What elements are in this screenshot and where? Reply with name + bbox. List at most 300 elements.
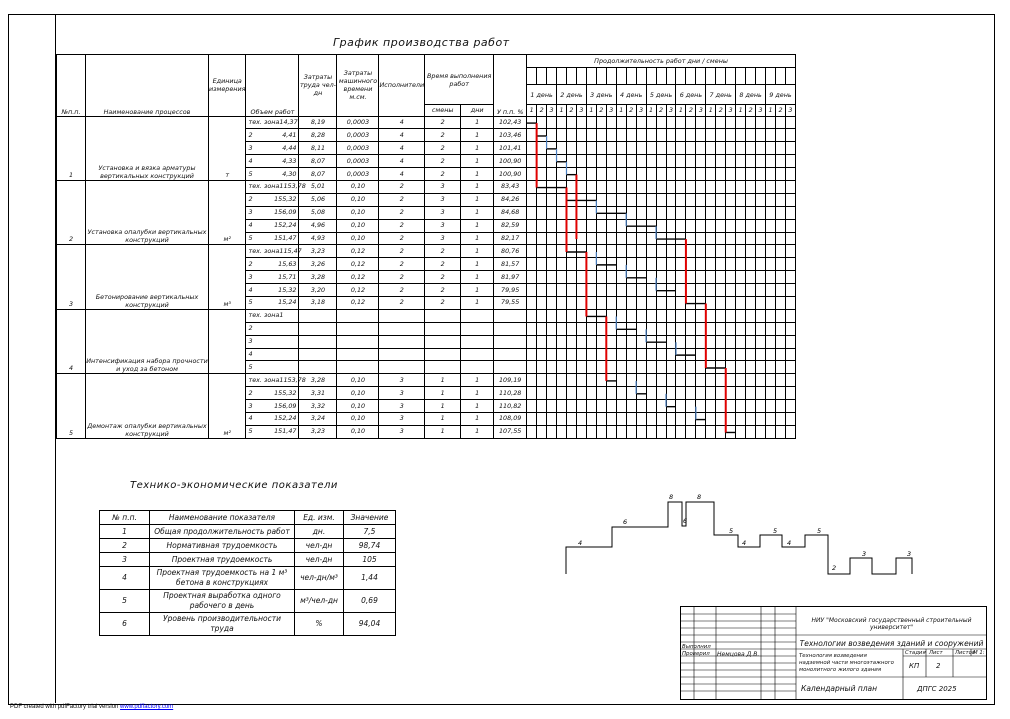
volume-value: 155,32 [274, 388, 297, 397]
histogram-label: 3 [907, 550, 912, 558]
gantt-cell [576, 232, 586, 245]
gantt-cell [616, 245, 626, 258]
gantt-cell [716, 296, 726, 309]
gantt-cell [785, 412, 795, 425]
gantt-cell [666, 155, 676, 168]
cell-sh: 3 [425, 232, 461, 245]
cell-dy: 1 [461, 374, 494, 387]
process-num: 2 [57, 180, 86, 244]
cell-sh [425, 322, 461, 335]
gantt-cell [736, 219, 746, 232]
gantt-cell [676, 193, 686, 206]
gantt-cell [766, 116, 776, 129]
gantt-cell [736, 400, 746, 413]
gantt-header-blank [646, 68, 656, 85]
gantt-cell [785, 258, 795, 271]
shift-header: 3 [547, 105, 557, 117]
histogram-label: 5 [817, 527, 822, 535]
zone-label: тех. зона1 [248, 246, 284, 255]
gantt-cell [696, 116, 706, 129]
cell-wk: 3 [379, 374, 425, 387]
gantt-cell [746, 245, 756, 258]
gantt-cell [736, 116, 746, 129]
gantt-cell [636, 129, 646, 142]
gantt-cell [726, 348, 736, 361]
gantt-cell [576, 425, 586, 438]
cell-labor: 4,96 [299, 219, 337, 232]
gantt-cell [626, 335, 636, 348]
cell-wk: 4 [379, 116, 425, 129]
tep-header: Ед. изм. [295, 511, 344, 525]
gantt-cell [616, 400, 626, 413]
gantt-cell [686, 361, 696, 374]
gantt-cell [626, 361, 636, 374]
gantt-cell [686, 322, 696, 335]
gantt-cell [656, 206, 666, 219]
col-num: №п.п. [57, 55, 86, 117]
cell-sh: 2 [425, 245, 461, 258]
gantt-cell [656, 309, 666, 322]
gantt-cell [756, 400, 766, 413]
shift-header: 1 [676, 105, 686, 117]
zone-volume [246, 348, 299, 361]
cell-wk: 2 [379, 206, 425, 219]
gantt-cell [606, 348, 616, 361]
gantt-cell [606, 155, 616, 168]
gantt-cell [686, 309, 696, 322]
zone-label: 5 [248, 427, 253, 436]
gantt-cell [776, 296, 786, 309]
tep-cell-name: Проектная трудоемкость [150, 553, 295, 567]
gantt-cell [527, 296, 537, 309]
gantt-cell [706, 206, 716, 219]
gantt-cell [576, 142, 586, 155]
gantt-cell [706, 425, 716, 438]
gantt-cell [547, 296, 557, 309]
gantt-cell [696, 322, 706, 335]
gantt-cell [646, 116, 656, 129]
cell-labor: 4,93 [299, 232, 337, 245]
gantt-cell [616, 232, 626, 245]
zone-label: 4 [248, 285, 253, 294]
volume-value: 15,32 [278, 285, 297, 294]
gantt-cell [686, 129, 696, 142]
footer-link[interactable]: www.pdffactory.com [120, 704, 174, 710]
gantt-cell [557, 335, 567, 348]
gantt-cell [547, 348, 557, 361]
gantt-cell [686, 116, 696, 129]
gantt-cell [686, 412, 696, 425]
gantt-cell [716, 425, 726, 438]
cell-dy: 1 [461, 193, 494, 206]
gantt-cell [726, 374, 736, 387]
gantt-cell [576, 309, 586, 322]
gantt-cell [696, 348, 706, 361]
gantt-cell [596, 412, 606, 425]
gantt-cell [726, 284, 736, 297]
cell-wk: 2 [379, 296, 425, 309]
gantt-cell [616, 193, 626, 206]
gantt-cell [736, 180, 746, 193]
cell-mach: 0,10 [337, 232, 379, 245]
gantt-cell [706, 258, 716, 271]
gantt-cell [686, 232, 696, 245]
gantt-cell [716, 387, 726, 400]
gantt-header-blank [736, 68, 746, 85]
tep-cell-name: Нормативная трудоемкость [150, 539, 295, 553]
cell-mach [337, 335, 379, 348]
gantt-cell [596, 219, 606, 232]
gantt-cell [726, 168, 736, 181]
gantt-cell [696, 412, 706, 425]
gantt-cell [656, 116, 666, 129]
tep-cell-n: 1 [100, 525, 150, 539]
day-header: 2 день [557, 85, 587, 105]
histogram-label: 4 [742, 539, 747, 547]
scale-header: М 1: [973, 650, 985, 656]
zone-volume [246, 400, 299, 413]
gantt-cell [776, 206, 786, 219]
gantt-cell [596, 296, 606, 309]
process-num: 5 [57, 374, 86, 438]
gantt-cell [776, 387, 786, 400]
gantt-cell [785, 116, 795, 129]
cell-dy: 1 [461, 129, 494, 142]
gantt-cell [736, 348, 746, 361]
cell-pct: 84,26 [494, 193, 527, 206]
cell-dy: 1 [461, 232, 494, 245]
gantt-cell [726, 296, 736, 309]
cell-labor: 5,01 [299, 180, 337, 193]
gantt-cell [537, 425, 547, 438]
gantt-cell [537, 335, 547, 348]
shift-header: 3 [636, 105, 646, 117]
gantt-cell [547, 309, 557, 322]
cell-labor [299, 309, 337, 322]
gantt-cell [566, 142, 576, 155]
zone-label: 4 [248, 349, 253, 358]
gantt-cell [606, 258, 616, 271]
gantt-cell [686, 425, 696, 438]
gantt-header-blank [746, 68, 756, 85]
gantt-cell [636, 219, 646, 232]
gantt-cell [527, 425, 537, 438]
gantt-cell [527, 309, 537, 322]
gantt-cell [547, 258, 557, 271]
gantt-cell [636, 284, 646, 297]
zone-volume [246, 284, 299, 297]
gantt-cell [646, 206, 656, 219]
gantt-cell [785, 284, 795, 297]
cell-pct [494, 361, 527, 374]
gantt-cell [716, 245, 726, 258]
volume-value: 153,78 [283, 375, 306, 384]
cell-mach: 0,0003 [337, 142, 379, 155]
gantt-cell [606, 322, 616, 335]
gantt-cell [646, 309, 656, 322]
gantt-header-blank [666, 68, 676, 85]
cell-mach: 0,12 [337, 296, 379, 309]
zone-volume [246, 129, 299, 142]
gantt-cell [756, 296, 766, 309]
shift-header: 2 [776, 105, 786, 117]
tep-cell-n: 6 [100, 613, 150, 636]
cell-wk: 4 [379, 168, 425, 181]
gantt-cell [626, 271, 636, 284]
cell-sh: 3 [425, 206, 461, 219]
cell-pct: 83,43 [494, 180, 527, 193]
gantt-header-blank [626, 68, 636, 85]
gantt-cell [686, 258, 696, 271]
gantt-cell [626, 193, 636, 206]
gantt-cell [537, 258, 547, 271]
zone-label: тех. зона1 [248, 182, 284, 191]
gantt-cell [666, 245, 676, 258]
process-num: 1 [57, 116, 86, 180]
gantt-cell [656, 271, 666, 284]
gantt-cell [756, 271, 766, 284]
stage-value: КП [909, 662, 920, 670]
gantt-cell [776, 232, 786, 245]
gantt-cell [557, 387, 567, 400]
gantt-cell [646, 400, 656, 413]
tep-cell-unit: чел-дн [295, 553, 344, 567]
day-header: 8 день [736, 85, 766, 105]
gantt-cell [626, 129, 636, 142]
gantt-cell [636, 116, 646, 129]
gantt-cell [716, 155, 726, 168]
gantt-cell [596, 322, 606, 335]
cell-sh: 2 [425, 271, 461, 284]
tep-cell-n: 5 [100, 590, 150, 613]
gantt-cell [666, 219, 676, 232]
gantt-cell [596, 348, 606, 361]
gantt-cell [537, 271, 547, 284]
gantt-cell [557, 271, 567, 284]
gantt-cell [557, 322, 567, 335]
gantt-cell [756, 219, 766, 232]
gantt-cell [606, 232, 616, 245]
gantt-cell [776, 322, 786, 335]
gantt-cell [726, 361, 736, 374]
gantt-cell [736, 309, 746, 322]
gantt-cell [776, 361, 786, 374]
gantt-cell [586, 400, 596, 413]
zone-volume [246, 374, 306, 387]
gantt-cell [785, 348, 795, 361]
gantt-cell [537, 361, 547, 374]
cell-mach: 0,0003 [337, 129, 379, 142]
gantt-header-blank [756, 68, 766, 85]
gantt-cell [616, 155, 626, 168]
zone-label: 3 [248, 337, 253, 346]
cell-wk: 2 [379, 193, 425, 206]
gantt-header-blank [706, 68, 716, 85]
gantt-cell [646, 168, 656, 181]
gantt-cell [676, 180, 686, 193]
gantt-cell [706, 400, 716, 413]
gantt-cell [537, 348, 547, 361]
gantt-cell [716, 361, 726, 374]
cell-pct [494, 309, 527, 322]
gantt-cell [537, 322, 547, 335]
cell-mach [337, 348, 379, 361]
cell-pct: 79,95 [494, 284, 527, 297]
gantt-cell [716, 168, 726, 181]
cell-pct: 82,59 [494, 219, 527, 232]
gantt-cell [676, 116, 686, 129]
gantt-cell [576, 400, 586, 413]
gantt-cell [606, 412, 616, 425]
gantt-cell [776, 219, 786, 232]
cell-mach: 0,10 [337, 180, 379, 193]
cell-labor: 3,28 [299, 374, 337, 387]
gantt-cell [726, 129, 736, 142]
gantt-cell [566, 180, 576, 193]
tep-cell-val: 94,04 [344, 613, 396, 636]
cell-pct: 79,55 [494, 296, 527, 309]
gantt-cell [537, 180, 547, 193]
gantt-cell [636, 400, 646, 413]
gantt-cell [716, 348, 726, 361]
cell-mach: 0,0003 [337, 155, 379, 168]
zone-volume [246, 155, 299, 168]
volume-value: 15,24 [278, 298, 297, 307]
gantt-cell [646, 245, 656, 258]
gantt-cell [576, 193, 586, 206]
gantt-cell [736, 232, 746, 245]
gantt-cell [566, 361, 576, 374]
gantt-cell [656, 284, 666, 297]
cell-pct: 109,19 [494, 374, 527, 387]
cell-labor: 3,28 [299, 271, 337, 284]
sheets-header: Листов [955, 650, 976, 656]
shift-header: 2 [537, 105, 547, 117]
cell-labor: 3,26 [299, 258, 337, 271]
gantt-cell [616, 425, 626, 438]
gantt-cell [566, 206, 576, 219]
cell-pct [494, 335, 527, 348]
gantt-cell [626, 245, 636, 258]
gantt-cell [696, 309, 706, 322]
gantt-cell [686, 168, 696, 181]
gantt-cell [756, 412, 766, 425]
gantt-cell [686, 284, 696, 297]
tep-cell-val: 105 [344, 553, 396, 567]
gantt-cell [656, 232, 666, 245]
gantt-cell [726, 412, 736, 425]
gantt-cell [557, 284, 567, 297]
gantt-cell [686, 180, 696, 193]
cell-mach [337, 322, 379, 335]
shift-header: 2 [656, 105, 666, 117]
cell-pct: 81,57 [494, 258, 527, 271]
gantt-cell [557, 374, 567, 387]
gantt-cell [785, 361, 795, 374]
gantt-cell [596, 374, 606, 387]
gantt-cell [636, 322, 646, 335]
gantt-cell [706, 284, 716, 297]
gantt-cell [776, 400, 786, 413]
gantt-cell [636, 232, 646, 245]
gantt-cell [736, 168, 746, 181]
cell-sh [425, 348, 461, 361]
gantt-cell [646, 322, 656, 335]
gantt-cell [716, 206, 726, 219]
gantt-cell [596, 271, 606, 284]
gantt-cell [576, 206, 586, 219]
gantt-cell [547, 400, 557, 413]
gantt-cell [596, 284, 606, 297]
gantt-header-blank [696, 68, 706, 85]
gantt-cell [766, 245, 776, 258]
zone-volume [246, 271, 299, 284]
gantt-cell [547, 116, 557, 129]
gantt-cell [646, 412, 656, 425]
gantt-cell [576, 180, 586, 193]
gantt-cell [746, 361, 756, 374]
gantt-header-blank [616, 68, 626, 85]
gantt-cell [776, 425, 786, 438]
gantt-cell [656, 193, 666, 206]
gantt-cell [537, 129, 547, 142]
gantt-cell [785, 129, 795, 142]
gantt-cell [686, 245, 696, 258]
gantt-cell [547, 361, 557, 374]
gantt-cell [676, 425, 686, 438]
tep-header: № п.п. [100, 511, 150, 525]
gantt-cell [736, 412, 746, 425]
gantt-cell [656, 258, 666, 271]
gantt-cell [646, 361, 656, 374]
zone-label: 2 [248, 324, 253, 333]
gantt-cell [736, 271, 746, 284]
col-percent: У п.п. % [494, 55, 527, 117]
gantt-cell [626, 387, 636, 400]
tep-cell-unit: дн. [295, 525, 344, 539]
gantt-cell [766, 309, 776, 322]
gantt-cell [576, 387, 586, 400]
gantt-cell [785, 271, 795, 284]
gantt-cell [656, 400, 666, 413]
gantt-cell [596, 129, 606, 142]
gantt-cell [666, 129, 676, 142]
gantt-cell [596, 168, 606, 181]
volume-value: 15,47 [283, 246, 302, 255]
gantt-cell [646, 155, 656, 168]
zone-volume [246, 258, 299, 271]
gantt-cell [726, 193, 736, 206]
gantt-cell [626, 296, 636, 309]
cell-labor: 8,07 [299, 168, 337, 181]
gantt-cell [776, 155, 786, 168]
zone-label: 3 [248, 401, 253, 410]
cell-sh [425, 309, 461, 322]
gantt-cell [766, 180, 776, 193]
gantt-cell [537, 155, 547, 168]
gantt-cell [736, 335, 746, 348]
cell-pct [494, 348, 527, 361]
gantt-cell [606, 284, 616, 297]
gantt-cell [606, 309, 616, 322]
gantt-cell [726, 206, 736, 219]
cell-labor: 3,31 [299, 387, 337, 400]
gantt-cell [746, 412, 756, 425]
gantt-cell [606, 219, 616, 232]
cell-dy [461, 322, 494, 335]
tep-cell-val: 7,5 [344, 525, 396, 539]
cell-labor: 8,07 [299, 155, 337, 168]
